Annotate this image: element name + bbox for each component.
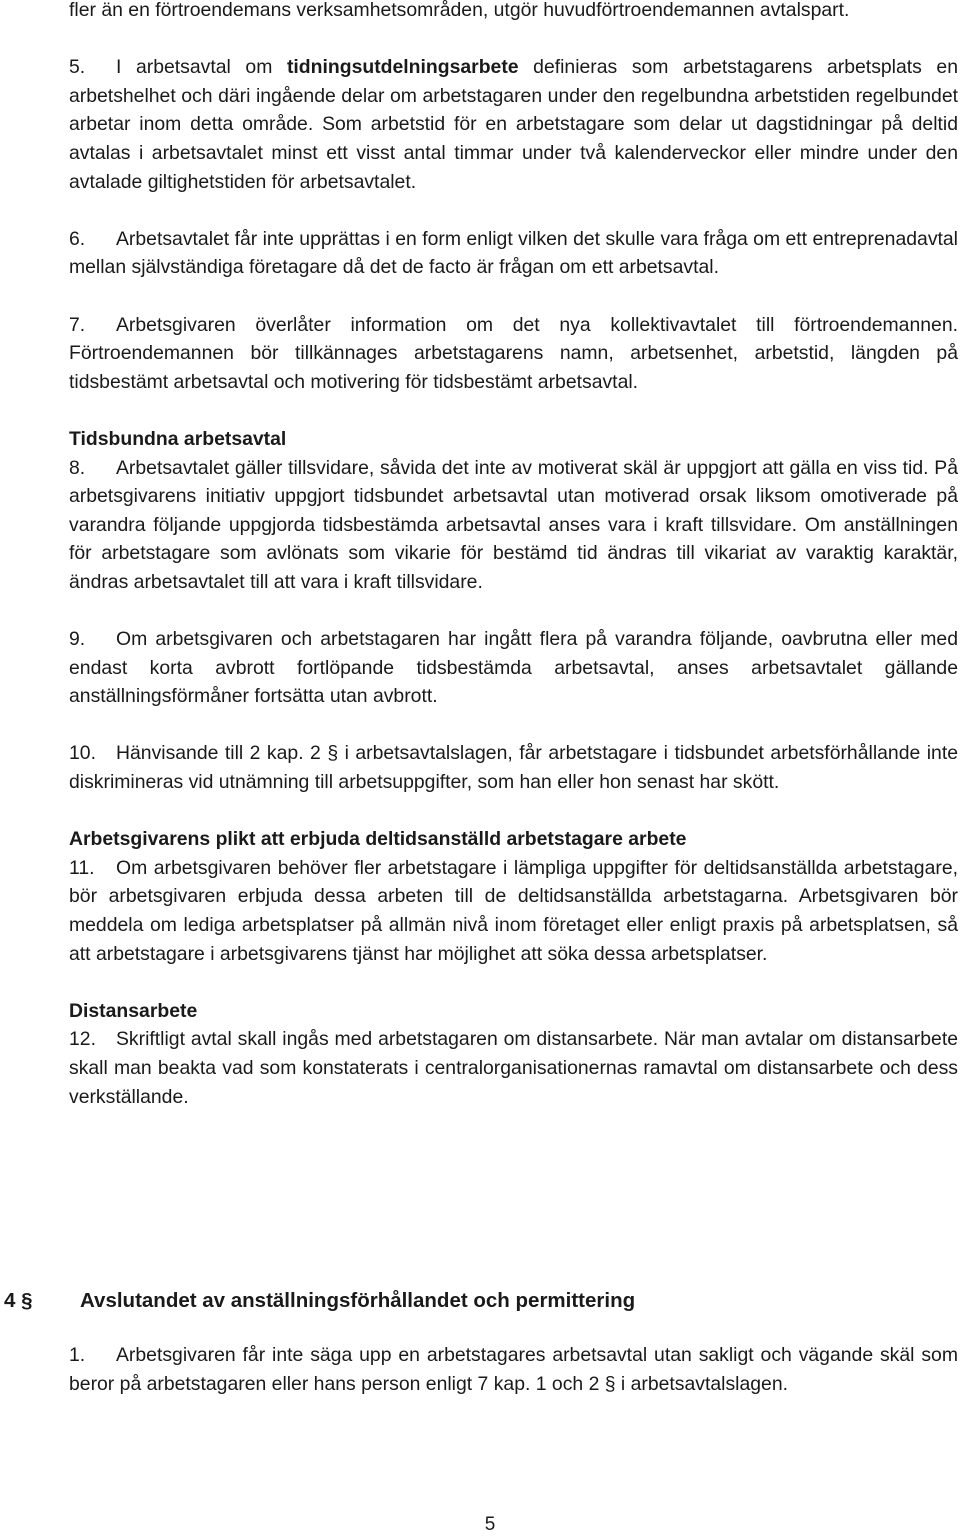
paragraph-7 [69, 311, 958, 397]
paragraph-9-text: Om arbetsgivaren och arbetstagaren har ingått flera på varandra följande, oavbrutna eller med endast korta avbrott fortlöpande tidsbestämda arbetsavtal, anses arbetsavtalet gällande anställningsförmåner fortsätta utan avbrott. [69, 628, 958, 708]
paragraph-7-text: Arbetsgivaren överlåter information om det nya kollektivavtalet till förtroendemannen. Förtroendemannen bör tillkännages arbetstagarens namn, arbetsenhet, arbetstid, längden på tidsbestämt arbetsavtal och motivering för tidsbestämt arbetsavtal. [69, 313, 958, 393]
paragraph-number: 12. [69, 1028, 96, 1051]
paragraph-number: 5. [69, 56, 86, 79]
paragraph-number: 8. [69, 456, 86, 479]
paragraph-number: 1. [69, 1344, 86, 1366]
paragraph-10 [69, 739, 958, 796]
section-4-body [69, 1341, 958, 1398]
heading-arbetsgivarens-plikt: Arbetsgivarens plikt att erbjuda deltidsanställd arbetstagare arbete [69, 828, 687, 851]
section-number: 4 § [4, 1289, 33, 1312]
paragraph-number: 11. [69, 856, 95, 879]
paragraph-number: 9. [69, 628, 86, 651]
paragraph-8-text: Arbetsavtalet gäller tillsvidare, såvida det inte av motiverat skäl är uppgjort att gälla en viss tid. På arbetsgivarens initiativ uppgjort tidsbundet arbetsavtal utan motiverad orsak liksom omotiverade på varandra följande uppgjorda tidsbestämda arbetsavtal anses vara i kraft tillsvidare. Om anställningen för arbetstagare som avlönats som vikarie för bestämd tid ändras till vikariat av varaktig karaktär, ändras arbetsavtalet till att vara i kraft tillsvidare. [69, 456, 958, 593]
paragraph-top-fragment: fler än en förtroendemans verksamhetsområden, utgör huvudförtroendemannen avtalspart. [69, 0, 850, 21]
section-4-paragraph-1 [69, 1341, 958, 1398]
paragraph-6-text: Arbetsavtalet får inte upprättas i en form enligt vilken det skulle vara fråga om ett entreprenadavtal mellan självständiga företagare då det de facto är frågan om ett arbetsavtal. [69, 227, 958, 279]
paragraph-number: 6. [69, 227, 86, 250]
paragraph-5-bold-term: tidningsutdelningsarbete [286, 56, 519, 79]
paragraph-11-text: Om arbetsgivaren behöver fler arbetstagare i lämpliga uppgifter för deltidsanställda arbetstagare, bör arbetsgivaren erbjuda dessa arbeten till de deltidsanställda arbetstagarna. Arbetsgivaren bör meddela om lediga arbetsplatser på allmän nivå inom företaget eller enligt praxis på arbetsplatsen, så att arbetstagare i arbetsgivarens tjänst har möjlighet att söka dessa arbetsplatser. [69, 856, 958, 965]
paragraph-6 [69, 225, 958, 282]
paragraph-12 [69, 1025, 958, 1111]
paragraph-5-post: definieras som arbetstagarens arbetsplats en arbetshelhet och däri ingående delar om arbetstagaren under den regelbundna arbetstiden regelbundet arbetar inom detta område. Som arbetstid för en arbetstagare som delar ut dagstidningar på deltid avtalas i arbetsavtalet minst ett visst antal timmar under två kalenderveckor eller mindre under den avtalade giltighetstiden för arbetsavtalet. [69, 56, 959, 193]
body-text [69, 0, 958, 1111]
paragraph-number: 10. [69, 742, 96, 765]
paragraph-5-pre: I arbetsavtal om [116, 56, 287, 79]
page-number: 5 [484, 1514, 496, 1535]
paragraph-8 [69, 454, 958, 597]
paragraph-number: 7. [69, 313, 86, 336]
paragraph-11 [69, 854, 958, 968]
heading-tidsbundna-arbetsavtal: Tidsbundna arbetsavtal [69, 427, 287, 450]
paragraph-10-text: Hänvisande till 2 kap. 2 § i arbetsavtalslagen, får arbetstagare i tidsbundet arbetsförhållande inte diskrimineras vid utnämning till arbetsuppgifter, som han eller hon senast har skött. [69, 742, 958, 794]
paragraph-9 [69, 625, 958, 711]
paragraph-5 [69, 53, 958, 196]
section-title: Avslutandet av anställningsförhållandet och permittering [80, 1289, 636, 1312]
heading-distansarbete: Distansarbete [69, 999, 198, 1022]
paragraph-12-text: Skriftligt avtal skall ingås med arbetstagaren om distansarbete. När man avtalar om distansarbete skall man beakta vad som konstaterats i centralorganisationernas ramavtal om distansarbete och dess verkställande. [69, 1028, 958, 1108]
section-4-paragraph-1-text: Arbetsgivaren får inte säga upp en arbetstagares arbetsavtal utan sakligt och vägande skäl som beror på arbetstagaren eller hans person enligt 7 kap. 1 och 2 § i arbetsavtalslagen. [69, 1344, 958, 1395]
